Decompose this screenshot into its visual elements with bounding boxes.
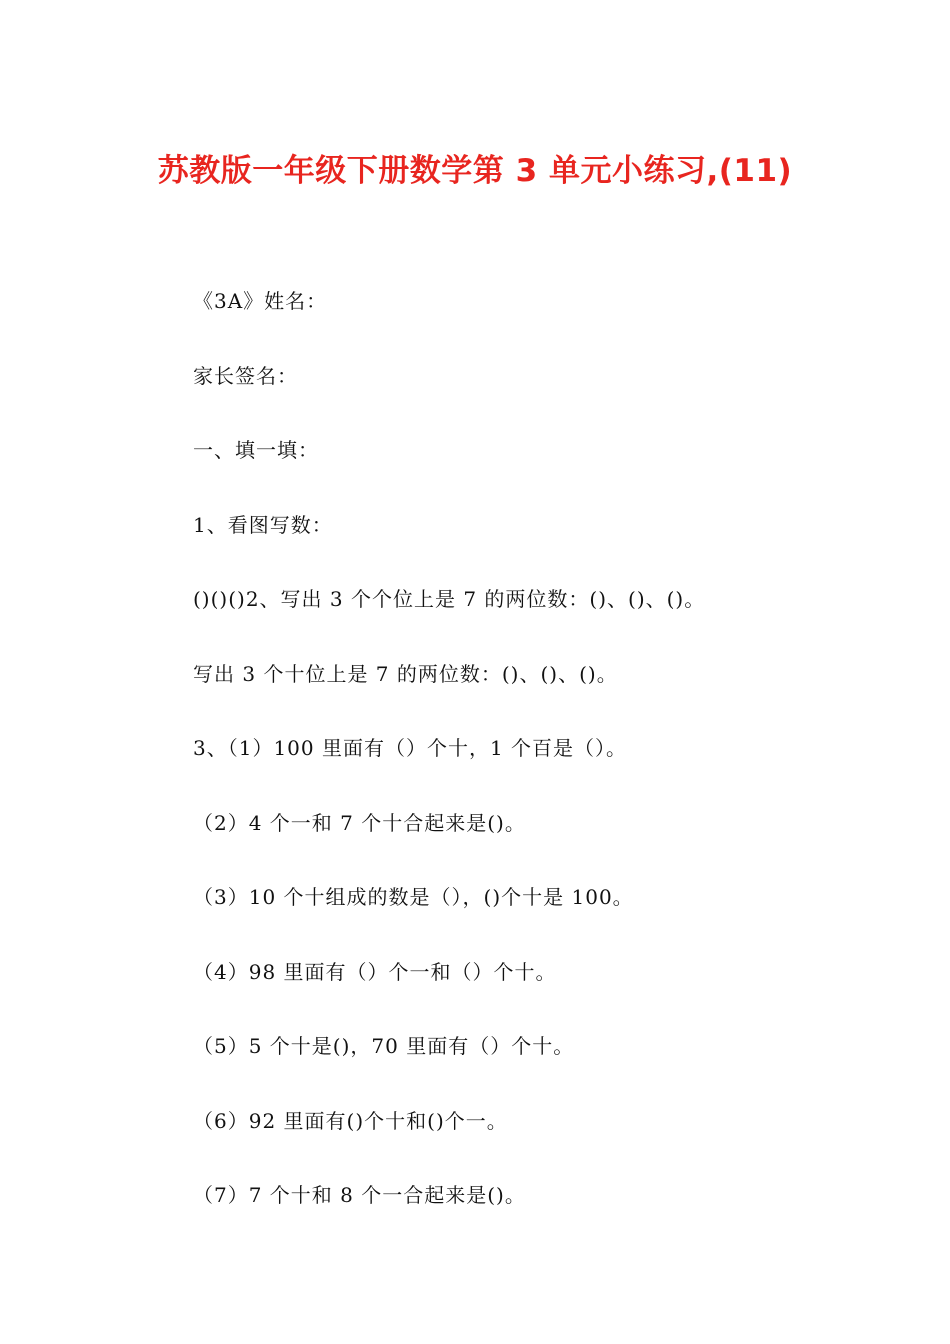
section-heading: 一、填一填： bbox=[193, 438, 319, 462]
question-2b: 写出 3 个十位上是 7 的两位数：()、()、()。 bbox=[193, 661, 618, 686]
question-3-5: （5）5 个十是()，70 里面有（）个十。 bbox=[193, 1034, 575, 1058]
question-2a: ()()()2、写出 3 个个位上是 7 的两位数：()、()、()。 bbox=[193, 587, 706, 611]
question-3-1: 3、（1）100 里面有（）个十，1 个百是（）。 bbox=[193, 736, 628, 760]
document-title: 苏教版一年级下册数学第 3 单元小练习,(11) bbox=[157, 153, 793, 189]
question-1: 1、看图写数： bbox=[193, 512, 333, 537]
question-3-4: （4）98 里面有（）个一和（）个十。 bbox=[193, 959, 557, 984]
question-3-7: （7）7 个十和 8 个一合起来是()。 bbox=[193, 1183, 526, 1207]
question-3-2: （2）4 个一和 7 个十合起来是()。 bbox=[193, 810, 526, 835]
name-field-line: 《3A》姓名： bbox=[193, 289, 328, 313]
question-3-6: （6）92 里面有()个十和()个一。 bbox=[193, 1108, 508, 1133]
parent-signature-line: 家长签名： bbox=[193, 363, 298, 388]
document-body bbox=[193, 287, 893, 1256]
question-3-3: （3）10 个十组成的数是（），()个十是 100。 bbox=[193, 885, 634, 909]
